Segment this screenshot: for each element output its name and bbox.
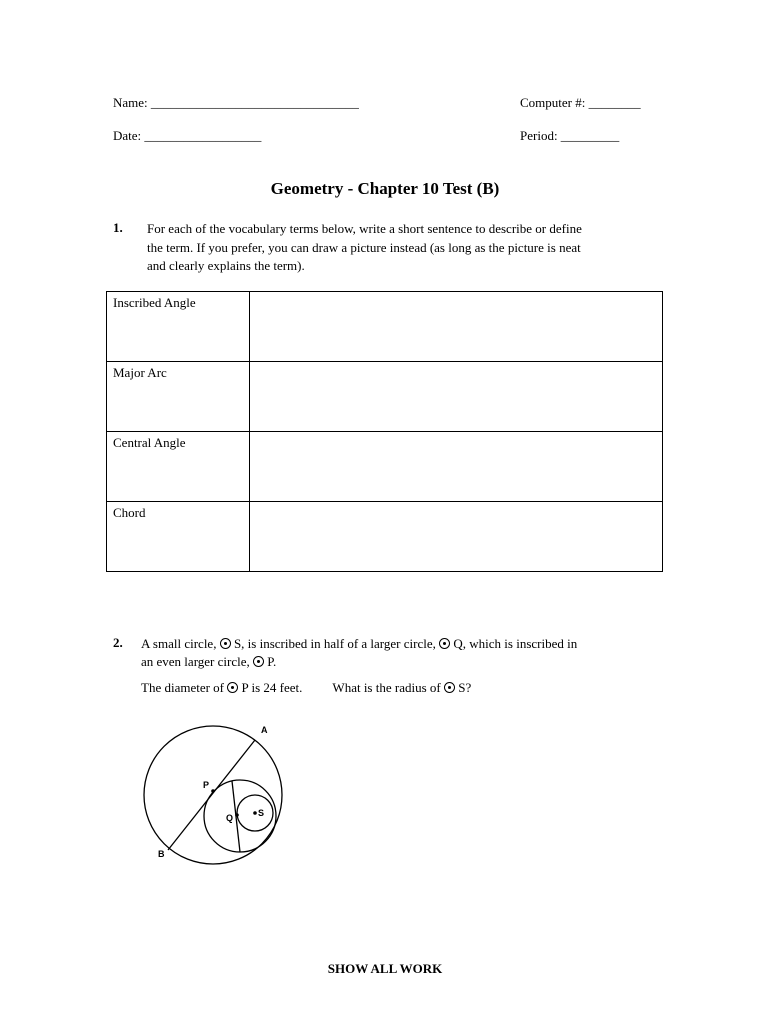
text-span: A small circle, (141, 636, 220, 651)
vocabulary-table (106, 291, 663, 572)
question-1-line-1: For each of the vocabulary terms below, write a short sentence to describe or define (147, 221, 582, 236)
term-cell: Inscribed Angle (107, 292, 250, 362)
nested-circles-diagram (130, 715, 320, 875)
question-2-line-3 (141, 679, 671, 697)
circle-q-diameter (232, 781, 240, 852)
term-cell: Major Arc (107, 362, 250, 432)
label-b: B (158, 849, 165, 859)
label-p: P (203, 780, 210, 790)
text-span: Q, which is inscribed in (450, 636, 578, 651)
circle-symbol-icon (439, 638, 450, 649)
table-row (107, 502, 663, 572)
circle-p (144, 726, 282, 864)
circle-symbol-icon (444, 682, 455, 693)
text-span: S, is inscribed in half of a larger circle, (230, 636, 440, 651)
answer-cell[interactable] (250, 502, 663, 572)
answer-cell[interactable] (250, 292, 663, 362)
answer-cell[interactable] (250, 362, 663, 432)
term-cell: Central Angle (107, 432, 250, 502)
label-q: Q (226, 813, 234, 823)
name-field-line: Name: ________________________________ (113, 95, 359, 110)
text-span: P is 24 feet. (238, 680, 303, 695)
computer-field-line: Computer #: ________ (520, 95, 641, 110)
date-field-line: Date: __________________ (113, 128, 262, 143)
question-2-line-2 (141, 653, 671, 671)
circle-symbol-icon (220, 638, 231, 649)
text-span: an even larger circle, (141, 654, 253, 669)
circle-symbol-icon (227, 682, 238, 693)
point-s (253, 811, 257, 815)
period-field-line: Period: _________ (520, 128, 620, 143)
table-row (107, 432, 663, 502)
point-p (211, 789, 215, 793)
label-a: A (261, 725, 268, 735)
question-1-line-3: and clearly explains the term). (147, 258, 305, 273)
text-span: P. (264, 654, 277, 669)
circle-symbol-icon (253, 656, 264, 667)
question-1-line-2: the term. If you prefer, you can draw a picture instead (as long as the picture is neat (147, 239, 581, 255)
question-2-text (141, 635, 671, 697)
text-span: What is the radius of (332, 680, 444, 695)
question-2-line-1 (141, 635, 671, 653)
show-all-work-footer: SHOW ALL WORK (327, 961, 443, 976)
answer-cell[interactable] (250, 432, 663, 502)
text-span: The diameter of (141, 680, 228, 695)
question-1-number: 1. (113, 220, 123, 235)
point-q (235, 813, 239, 817)
text-span: S? (454, 680, 472, 695)
label-s: S (258, 808, 265, 818)
question-2-number: 2. (113, 635, 123, 650)
question-1-text (147, 220, 667, 276)
term-cell: Chord (107, 502, 250, 572)
page-title: Geometry - Chapter 10 Test (B) (270, 179, 500, 198)
circle-q (204, 780, 276, 852)
table-row (107, 362, 663, 432)
table-row (107, 292, 663, 362)
